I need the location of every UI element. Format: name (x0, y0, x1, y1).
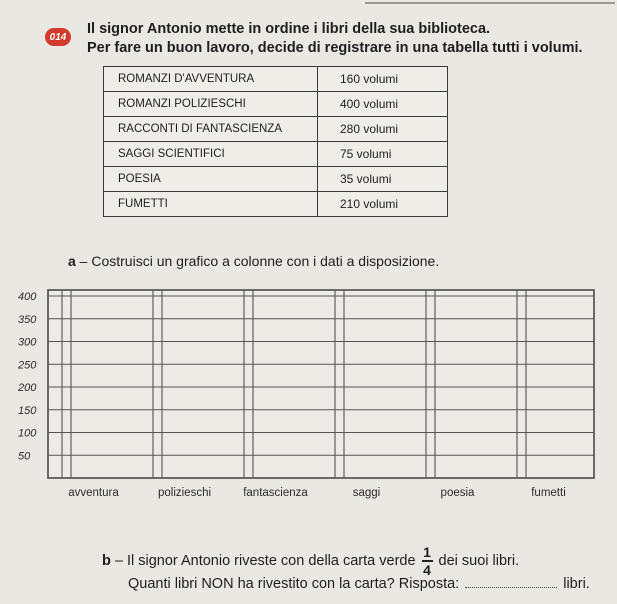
y-tick-label-400: 400 (18, 291, 37, 303)
y-tick-label-100: 100 (18, 427, 37, 440)
task-b (102, 545, 519, 577)
answer-unit: libri. (563, 576, 590, 592)
question (128, 576, 590, 592)
count-cell: 75 volumi (318, 142, 448, 167)
table-row (104, 92, 448, 117)
fraction-numerator: 1 (423, 544, 431, 560)
task-a-text: – Costruisci un grafico a colonne con i dati a disposizione. (75, 253, 440, 269)
x-category-label-saggi: saggi (352, 487, 381, 499)
count-cell: 280 volumi (318, 117, 448, 142)
category-cell: FUMETTI (104, 192, 318, 217)
task-b-text-after: dei suoi libri. (438, 552, 520, 569)
fraction-denominator: 4 (423, 561, 431, 578)
table-row (104, 117, 448, 142)
category-cell: SAGGI SCIENTIFICI (104, 142, 318, 167)
category-cell: RACCONTI DI FANTASCIENZA (104, 117, 318, 142)
y-tick-label-300: 300 (18, 336, 37, 349)
y-tick-label-50: 50 (18, 450, 31, 463)
y-tick-label-250: 250 (18, 359, 37, 372)
count-cell: 210 volumi (318, 192, 448, 217)
intro-line-2: Per fare un buon lavoro, decide di registrare in una tabella tutti i volumi. (87, 40, 583, 56)
table-row (104, 167, 448, 192)
x-category-label-fumetti: fumetti (531, 487, 566, 499)
x-category-label-fantascienza: fantascienza (243, 487, 308, 499)
y-tick-label-150: 150 (18, 404, 37, 417)
table-row (104, 67, 448, 92)
count-cell: 35 volumi (318, 167, 448, 192)
x-category-label-poesia: poesia (440, 487, 475, 499)
answer-input-line[interactable] (465, 587, 557, 588)
task-a (68, 253, 439, 269)
table-row (104, 192, 448, 217)
top-rule (365, 2, 615, 4)
task-a-label: a (68, 253, 76, 269)
count-cell: 160 volumi (318, 67, 448, 92)
y-tick-label-350: 350 (18, 313, 37, 326)
bar-chart-grid[interactable] (0, 280, 617, 510)
category-cell: ROMANZI POLIZIESCHI (104, 92, 318, 117)
category-cell: POESIA (104, 167, 318, 192)
category-cell: ROMANZI D'AVVENTURA (104, 67, 318, 92)
count-cell: 400 volumi (318, 92, 448, 117)
fraction-one-quarter (422, 545, 433, 577)
x-category-label-avventura: avventura (68, 487, 119, 499)
intro-line-1: Il signor Antonio mette in ordine i libri della sua biblioteca. (87, 21, 491, 37)
x-category-label-polizieschi: polizieschi (157, 487, 212, 499)
task-b-label: b (102, 552, 111, 569)
exercise-number-badge: 014 (45, 28, 71, 46)
table-row (104, 142, 448, 167)
books-table (103, 66, 448, 217)
y-tick-label-200: 200 (18, 382, 37, 394)
question-text: Quanti libri NON ha rivestito con la carta? Risposta: (128, 576, 460, 592)
task-b-text: – Il signor Antonio riveste con della carta verde (110, 552, 416, 569)
